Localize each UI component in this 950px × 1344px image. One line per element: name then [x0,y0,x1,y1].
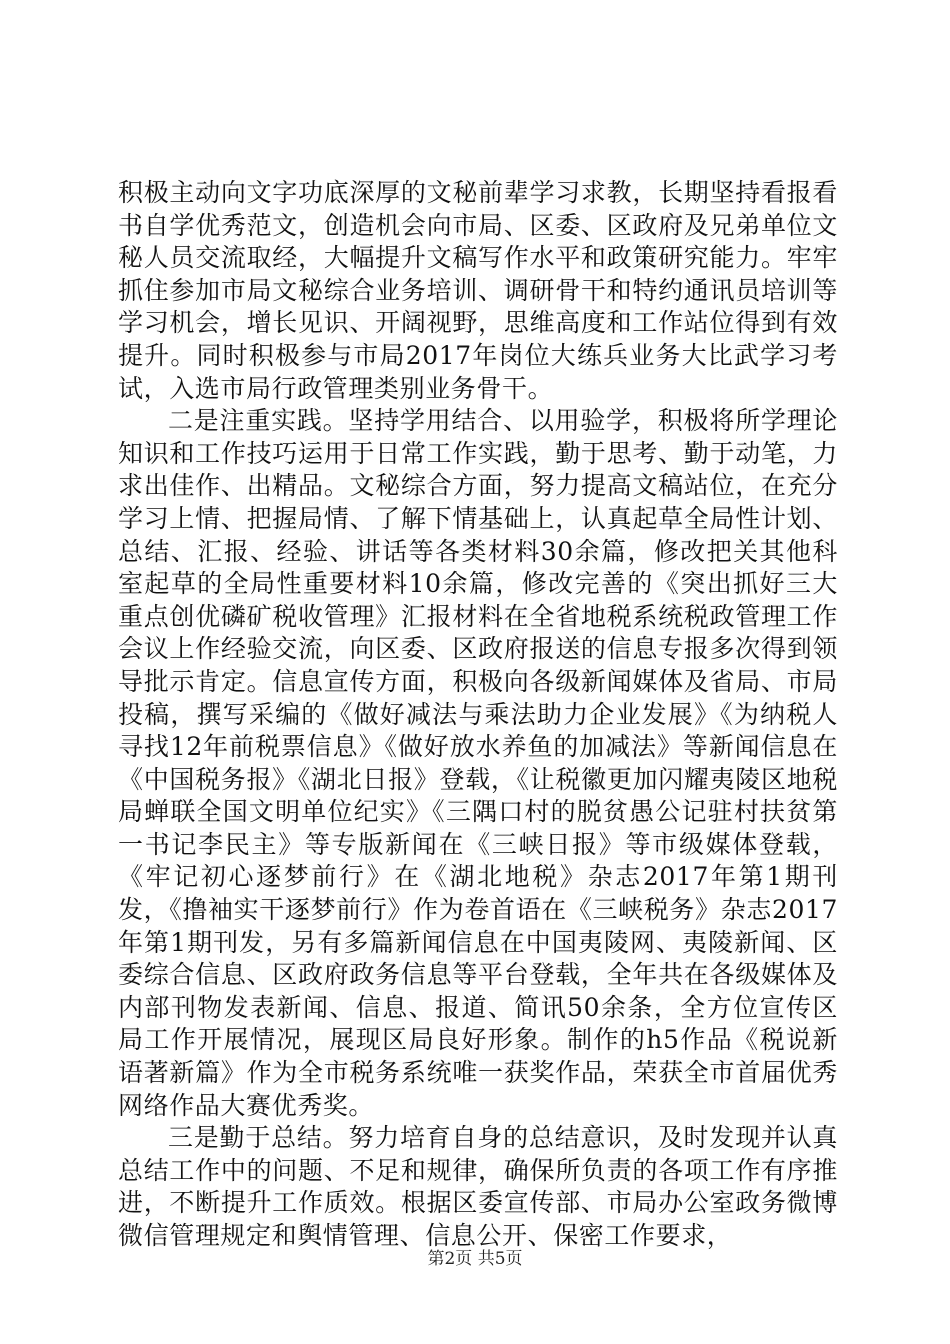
page-footer: 第2页 共5页 [427,1249,523,1269]
paragraph-practice: 二是注重实践。坚持学用结合、以用验学，积极将所学理论知识和工作技巧运用于日常工作实践，勤于思考、勤于动笔，力求出佳作、出精品。文秘综合方面，努力提高文稿站位，在充分学习上情、把握局情、了解下情基础上，认真起草全局性计划、总结、汇报、经验、讲话等各类材料30余篇，修改把关其他科室起草的全局性重要材料10余篇，修改完善的《突出抓好三大重点创优磷矿税收管理》汇报材料在全省地税系统税政管理工作会议上作经验交流，向区委、区政府报送的信息专报多次得到领导批示肯定。信息宣传方面，积极向各级新闻媒体及省局、市局投稿，撰写采编的《做好减法与乘法助力企业发展》《为纳税人寻找12年前税票信息》《做好放水养鱼的加减法》等新闻信息在《中国税务报》《湖北日报》登载，《让税徽更加闪耀夷陵区地税局蝉联全国文明单位纪实》《三隅口村的脱贫愚公记驻村扶贫第一书记李民主》等专版新闻在《三峡日报》等市级媒体登载，《牢记初心逐梦前行》在《湖北地税》杂志2017年第1期刊发，《撸袖实干逐梦前行》作为卷首语在《三峡税务》杂志2017年第1期刊发，另有多篇新闻信息在中国夷陵网、夷陵新闻、区委综合信息、区政府政务信息等平台登载，全年共在各级媒体及内部刊物发表新闻、信息、报道、简讯50余条，全方位宣传区局工作开展情况，展现区局良好形象。制作的h5作品《税说新语著新篇》作为全市税务系统唯一获奖作品，荣获全市首届优秀网络作品大赛优秀奖。 [118,406,838,1120]
paragraph-summary: 三是勤于总结。努力培育自身的总结意识，及时发现并认真总结工作中的问题、不足和规律，确保所负责的各项工作有序推进，不断提升工作质效。根据区委宣传部、市局办公室政务微博微信管理规定和舆情管理、信息公开、保密工作要求， [118,1123,838,1250]
document-body [118,177,838,1253]
paragraph-continuation: 积极主动向文字功底深厚的文秘前辈学习求教，长期坚持看报看书自学优秀范文，创造机会向市局、区委、区政府及兄弟单位文秘人员交流取经，大幅提升文稿写作水平和政策研究能力。牢牢抓住参加市局文秘综合业务培训、调研骨干和特约通讯员培训等学习机会，增长见识、开阔视野，思维高度和工作站位得到有效提升。同时积极参与市局2017年岗位大练兵业务大比武学习考试，入选市局行政管理类别业务骨干。 [118,178,838,403]
